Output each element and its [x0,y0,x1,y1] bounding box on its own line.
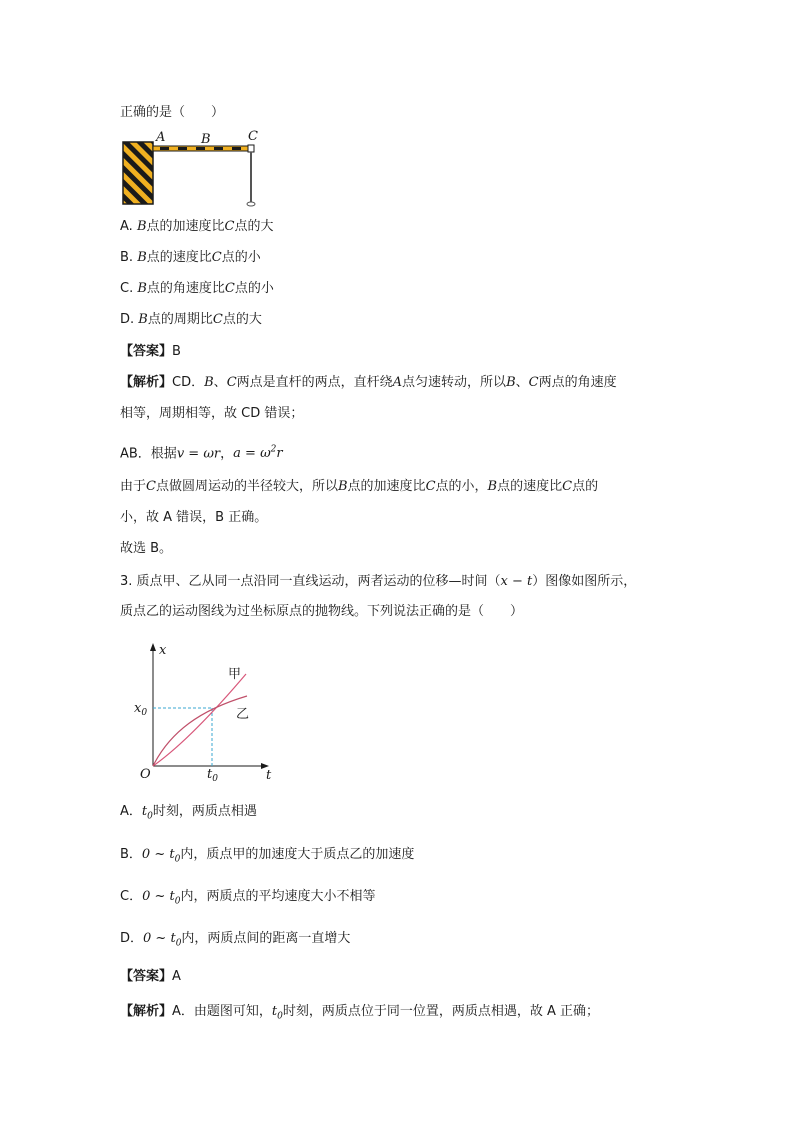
q2-conclusion: 故选 B。 [120,541,173,556]
q3-stem-line1: 3. 质点甲、乙从同一点沿同一直线运动，两者运动的位移—时间（x − t）图像如图所示， [120,574,637,589]
y-axis-arrow [150,643,156,651]
q2-answer: 【答案】B [120,344,181,359]
origin-label: O [140,767,151,782]
q2-option-d: D. B点的周期比C点的大 [120,312,262,327]
gate-box [123,142,153,204]
formula-a-omega2-r: $a = \omega^2r$ [233,445,283,462]
x-axis-label: t [266,768,272,782]
x0-label: $x_0$ [134,701,148,718]
q2-analysis-line1: 【解析】CD．B、C两点是直杆的两点，直杆绕A点匀速转动，所以B、C两点的角速度 [120,375,617,390]
xt-graph [130,640,280,782]
y-axis-label: x [159,643,167,658]
q2-analysis-line5: 小，故 A 错误，B 正确。 [120,510,268,525]
q2-analysis-line2: 相等，周期相等，故 CD 错误； [120,406,304,421]
t0-label: $t_0$ [207,767,218,782]
q2-option-a: A. B点的加速度比C点的大 [120,219,274,234]
q3-option-c: C．0 ~ $t_0$内，两质点的平均速度大小不相等 [120,889,376,907]
label-b: B [201,132,211,147]
formula-v-omega-r: v = ωr [176,446,221,462]
q2-analysis-line4: 由于C点做圆周运动的半径较大，所以B点的加速度比C点的小，B点的速度比C点的 [120,479,599,494]
q2-analysis-line3: AB．根据v = ωr，$a = \omega^2r$ [120,445,283,462]
curve-jia [153,674,246,766]
q2-option-c: C. B点的角速度比C点的小 [120,281,274,296]
q3-stem-line2: 质点乙的运动图线为过坐标原点的抛物线。下列说法正确的是（ ） [120,604,524,619]
q3-analysis: 【解析】A．由题图可知，$t_0$时刻，两质点位于同一位置，两质点相遇，故 A 正确； [120,1004,600,1022]
q3-option-b: B．0 ~ $t_0$内，质点甲的加速度大于质点乙的加速度 [120,847,415,865]
q2-option-b: B. B点的速度比C点的小 [120,250,261,265]
label-a: A [156,130,166,145]
q2-stem-tail: 正确的是（ ） [120,105,225,120]
q3-answer: 【答案】A [120,969,181,984]
q3-option-a: A．$t_0$时刻，两质点相遇 [120,804,257,822]
label-c: C [248,129,258,144]
q3-option-d: D．0 ~ $t_0$内，两质点间的距离一直增大 [120,931,351,949]
barrier-gate-figure [120,126,270,210]
curve-jia-label: 甲 [228,667,242,682]
curve-yi-label: 乙 [236,707,250,722]
